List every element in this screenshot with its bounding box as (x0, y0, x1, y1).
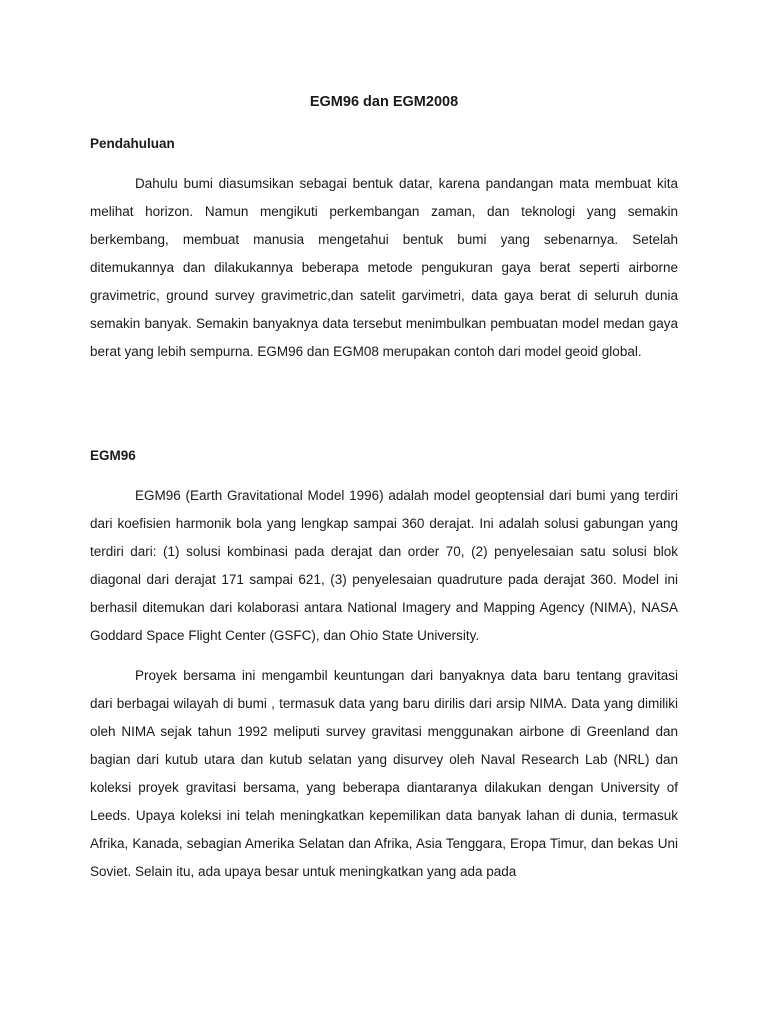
section-heading-pendahuluan: Pendahuluan (90, 136, 175, 151)
document-title: EGM96 dan EGM2008 (309, 94, 459, 110)
section-heading-egm96: EGM96 (90, 448, 136, 463)
paragraph-egm96-2: Proyek bersama ini mengambil keuntungan dari banyaknya data baru tentang gravitasi dari berbagai wilayah di bumi , termasuk data yang baru dirilis dari arsip NIMA. Data yang dimiliki oleh NIMA sejak tahun 1992 meliputi survey gravitasi menggunakan airbone di Greenland dan bagian dari kutub utara dan kutub selatan yang disurvey oleh Naval Research Lab (NRL) dan koleksi proyek gravitasi bersama, yang beberapa diantaranya dilakukan dengan University of Leeds. Upaya koleksi ini telah meningkatkan kepemilikan data banyak lahan di dunia, termasuk Afrika, Kanada, sebagian Amerika Selatan dan Afrika, Asia Tenggara, Eropa Timur, dan bekas Uni Soviet. Selain itu, ada upaya besar untuk meningkatkan yang ada pada (90, 668, 678, 879)
paragraph-egm96-1: EGM96 (Earth Gravitational Model 1996) adalah model geoptensial dari bumi yang terdiri dari koefisien harmonik bola yang lengkap sampai 360 derajat. Ini adalah solusi gabungan yang terdiri dari: (1) solusi kombinasi pada derajat dan order 70, (2) penyelesaian satu solusi blok diagonal dari derajat 171 sampai 621, (3) penyelesaian quadruture pada derajat 360. Model ini berhasil ditemukan dari kolaborasi antara National Imagery and Mapping Agency (NIMA), NASA Goddard Space Flight Center (GSFC), dan Ohio State University. (90, 488, 678, 643)
paragraph-pendahuluan-1: Dahulu bumi diasumsikan sebagai bentuk datar, karena pandangan mata membuat kita melihat horizon. Namun mengikuti perkembangan zaman, dan teknologi yang semakin berkembang, membuat manusia mengetahui bentuk bumi yang sebenarnya. Setelah ditemukannya dan dilakukannya beberapa metode pengukuran gaya berat seperti airborne gravimetric, ground survey gravimetric,dan satelit garvimetri, data gaya berat di seluruh dunia semakin banyak. Semakin banyaknya data tersebut menimbulkan pembuatan model medan gaya berat yang lebih sempurna. EGM96 dan EGM08 merupakan contoh dari model geoid global. (90, 176, 678, 359)
